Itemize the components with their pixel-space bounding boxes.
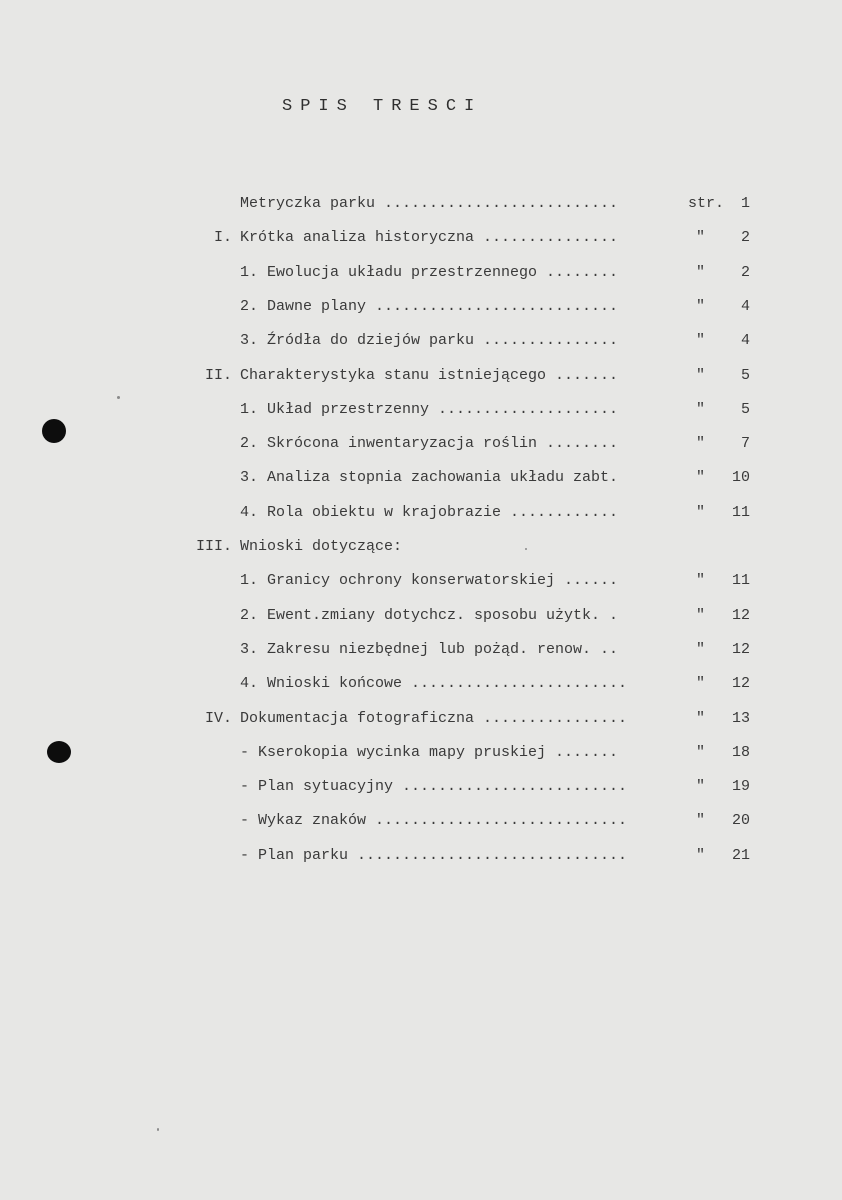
toc-page-number: 5 [740, 367, 750, 384]
toc-entry-title: 4. Wnioski końcowe ........................ [240, 675, 628, 692]
toc-ditto-mark: " [696, 504, 706, 521]
toc-ditto-mark: " [696, 264, 706, 281]
toc-row [0, 501, 842, 525]
toc-ditto-mark: " [696, 812, 706, 829]
punch-hole-top [42, 419, 66, 443]
toc-page-number: 5 [740, 401, 750, 418]
toc-page-number: 18 [731, 744, 750, 761]
toc-entry-title: - Kserokopia wycinka mapy pruskiej ....... [240, 744, 619, 761]
toc-section-number: I. [213, 229, 232, 246]
toc-page-number: 10 [731, 469, 750, 486]
paper-speck [525, 548, 527, 550]
toc-section-number: III. [195, 538, 232, 555]
toc-ditto-mark: " [696, 298, 706, 315]
toc-row [0, 707, 842, 731]
toc-row [0, 672, 842, 696]
toc-row [0, 295, 842, 319]
toc-page-number: 12 [731, 641, 750, 658]
toc-page-number: 2 [740, 264, 750, 281]
toc-ditto-mark: " [696, 367, 706, 384]
toc-section-number: II. [204, 367, 232, 384]
paper-speck [117, 396, 120, 399]
toc-ditto-mark: str. [688, 195, 725, 212]
toc-page-number: 12 [731, 607, 750, 624]
toc-page-number: 20 [731, 812, 750, 829]
toc-row [0, 638, 842, 662]
toc-entry-title: 3. Zakresu niezbędnej lub pożąd. renow. .. [240, 641, 619, 658]
toc-page-number: 13 [731, 710, 750, 727]
toc-page-number: 11 [731, 572, 750, 589]
toc-ditto-mark: " [696, 469, 706, 486]
toc-row [0, 432, 842, 456]
toc-page-number: 4 [740, 332, 750, 349]
toc-row [0, 261, 842, 285]
toc-entry-title: - Wykaz znaków ............................ [240, 812, 628, 829]
toc-ditto-mark: " [696, 641, 706, 658]
toc-entry-title: Krótka analiza historyczna ............... [240, 229, 619, 246]
toc-page-number: 11 [731, 504, 750, 521]
toc-entry-title: Wnioski dotyczące: [240, 538, 403, 555]
toc-row [0, 604, 842, 628]
toc-row [0, 809, 842, 833]
toc-page-number: 4 [740, 298, 750, 315]
toc-entry-title: 2. Ewent.zmiany dotychcz. sposobu użytk. . [240, 607, 619, 624]
toc-ditto-mark: " [696, 675, 706, 692]
toc-entry-title: 3. Źródła do dziejów parku ............... [240, 332, 619, 349]
toc-entry-title: 2. Skrócona inwentaryzacja roślin ........ [240, 435, 619, 452]
toc-ditto-mark: " [696, 847, 706, 864]
toc-row [0, 535, 842, 559]
toc-entry-title: 2. Dawne plany ........................... [240, 298, 619, 315]
toc-ditto-mark: " [696, 332, 706, 349]
toc-page-number: 1 [740, 195, 750, 212]
toc-entry-title: 1. Granicy ochrony konserwatorskiej ...... [240, 572, 619, 589]
toc-row [0, 466, 842, 490]
toc-entry-title: 4. Rola obiektu w krajobrazie ............ [240, 504, 619, 521]
toc-ditto-mark: " [696, 607, 706, 624]
toc-entry-title: - Plan sytuacyjny ......................... [240, 778, 628, 795]
toc-entry-title: Dokumentacja fotograficzna ................ [240, 710, 628, 727]
toc-row [0, 775, 842, 799]
toc-row [0, 844, 842, 868]
toc-ditto-mark: " [696, 572, 706, 589]
toc-ditto-mark: " [696, 229, 706, 246]
toc-row [0, 398, 842, 422]
paper-speck [157, 1128, 159, 1131]
toc-ditto-mark: " [696, 435, 706, 452]
toc-page-number: 2 [740, 229, 750, 246]
toc-row [0, 741, 842, 765]
toc-entry-title: - Plan parku .............................. [240, 847, 628, 864]
toc-row [0, 329, 842, 353]
toc-row [0, 192, 842, 216]
punch-hole-bottom [47, 741, 71, 763]
toc-ditto-mark: " [696, 744, 706, 761]
toc-page-number: 21 [731, 847, 750, 864]
toc-entry-title: Metryczka parku .......................... [240, 195, 619, 212]
toc-ditto-mark: " [696, 401, 706, 418]
toc-page-number: 19 [731, 778, 750, 795]
toc-row [0, 364, 842, 388]
toc-row [0, 569, 842, 593]
toc-page-number: 12 [731, 675, 750, 692]
toc-page-number: 7 [740, 435, 750, 452]
toc-ditto-mark: " [696, 778, 706, 795]
toc-entry-title: 1. Układ przestrzenny .................... [240, 401, 619, 418]
toc-entry-title: 3. Analiza stopnia zachowania układu zabt. [240, 469, 619, 486]
toc-ditto-mark: " [696, 710, 706, 727]
page-title: SPIS TRESCI [282, 97, 483, 116]
toc-entry-title: 1. Ewolucja układu przestrzennego ........ [240, 264, 619, 281]
toc-entry-title: Charakterystyka stanu istniejącego ....... [240, 367, 619, 384]
toc-section-number: IV. [204, 710, 232, 727]
toc-row [0, 226, 842, 250]
